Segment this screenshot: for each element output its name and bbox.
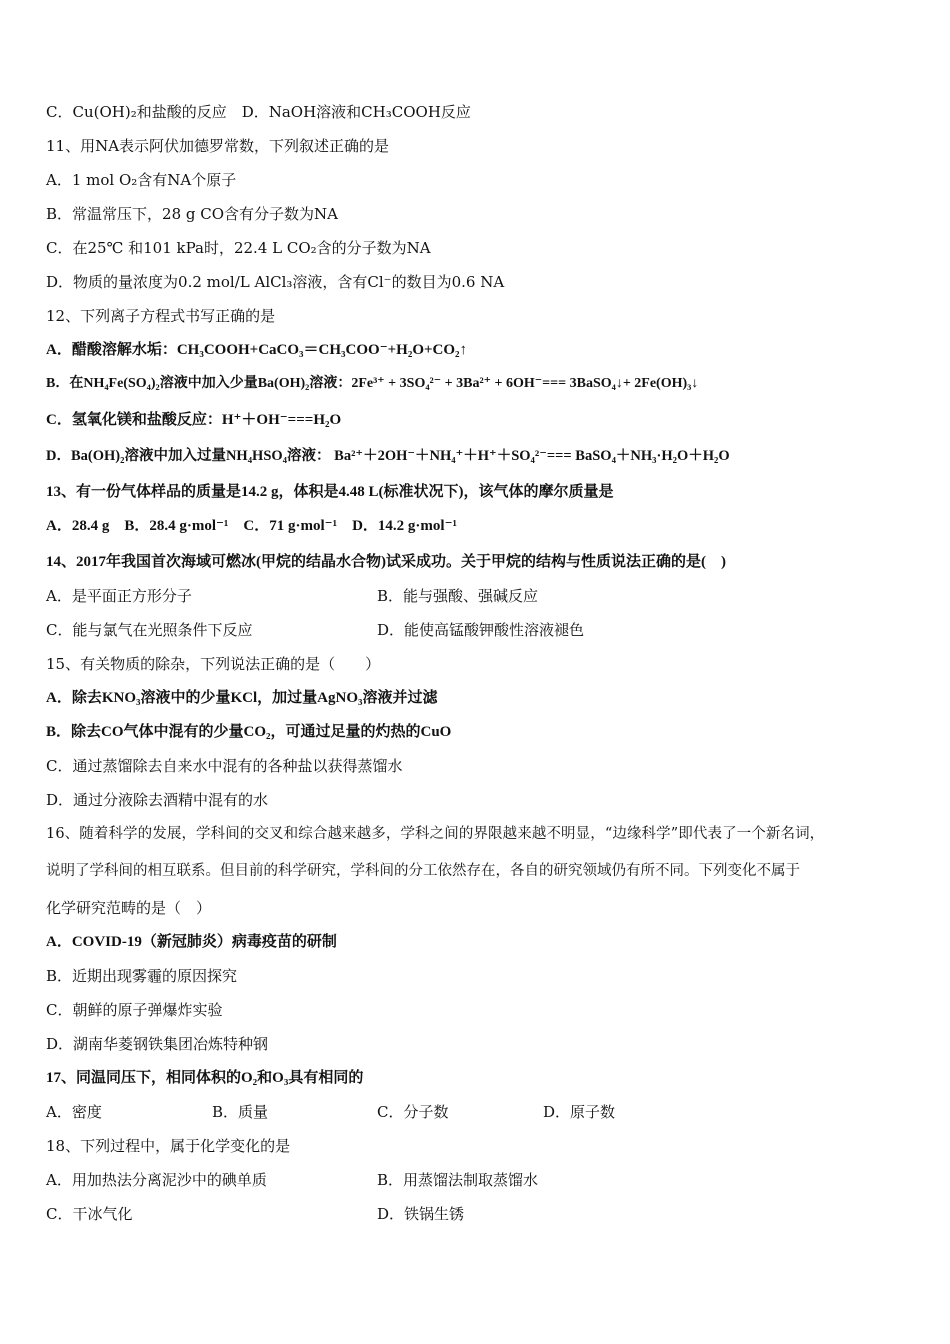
q14-option-c: C．能与氯气在光照条件下反应 <box>46 621 253 639</box>
q16-option-d: D．湖南华菱钢铁集团冶炼特种钢 <box>46 1035 269 1053</box>
q15-option-a: A．除去KNO₃溶液中的少量KCl，加过量AgNO₃溶液并过滤 <box>46 690 438 706</box>
q13-options: A．28.4 g B．28.4 g·mol⁻¹ C．71 g·mol⁻¹ D．14.2 g·mol⁻¹ <box>46 518 457 534</box>
q12-option-a: A．醋酸溶解水垢：CH₃COOH+CaCO₃＝CH₃COO⁻+H₂O+CO₂↑ <box>46 342 468 358</box>
q16-stem-line1: 16、随着科学的发展，学科间的交叉和综合越来越多，学科之间的界限越来越不明显，“边缘科学”即代表了一个新名词， <box>46 826 825 842</box>
q18-option-c: C．干冰气化 <box>46 1205 133 1223</box>
q17-stem: 17、同温同压下，相同体积的O₂和O₃具有相同的 <box>46 1070 364 1086</box>
q15-option-c: C．通过蒸馏除去自来水中混有的各种盐以获得蒸馏水 <box>46 757 403 775</box>
q15-stem: 15、有关物质的除杂，下列说法正确的是（ ） <box>46 655 381 673</box>
q12-option-d: D．Ba(OH)₂溶液中加入过量NH₄HSO₄溶液： Ba²⁺＋2OH⁻＋NH₄⁺＋H⁺＋SO₄²⁻=== BaSO₄＋NH₃·H₂O＋H₂O <box>46 448 730 464</box>
q12-option-b: B．在NH₄Fe(SO₄)₂溶液中加入少量Ba(OH)₂溶液：2Fe³⁺ + 3SO₄²⁻ + 3Ba²⁺ + 6OH⁻=== 3BaSO₄↓+ 2Fe(OH)₃↓ <box>46 376 699 391</box>
q17-option-b: B．质量 <box>212 1103 269 1121</box>
q14-option-d: D．能使高锰酸钾酸性溶液褪色 <box>377 621 585 639</box>
q11-option-b: B．常温常压下，28 g CO含有分子数为NA <box>46 205 338 223</box>
q16-option-a: A．COVID-19（新冠肺炎）病毒疫苗的研制 <box>46 934 337 950</box>
q14-stem: 14、2017年我国首次海域可燃冰(甲烷的结晶水合物)试采成功。关于甲烷的结构与性质说法正确的是( ) <box>46 554 726 570</box>
q12-stem: 12、下列离子方程式书写正确的是 <box>46 307 276 325</box>
q18-option-d: D．铁锅生锈 <box>377 1205 465 1223</box>
q15-option-d: D．通过分液除去酒精中混有的水 <box>46 791 269 809</box>
q10-options-cd: C．Cu(OH)₂和盐酸的反应 D．NaOH溶液和CH₃COOH反应 <box>46 103 471 121</box>
q17-option-a: A．密度 <box>46 1103 102 1121</box>
q14-option-a: A．是平面正方形分子 <box>46 587 192 605</box>
q16-option-b: B．近期出现雾霾的原因探究 <box>46 967 238 985</box>
q18-option-b: B．用蒸馏法制取蒸馏水 <box>377 1171 539 1189</box>
q13-stem: 13、有一份气体样品的质量是14.2 g，体积是4.48 L(标准状况下)，该气体的摩尔质量是 <box>46 484 614 500</box>
q11-option-c: C．在25℃ 和101 kPa时，22.4 L CO₂含的分子数为NA <box>46 239 431 257</box>
q15-option-b: B．除去CO气体中混有的少量CO₂，可通过足量的灼热的CuO <box>46 724 452 740</box>
q11-option-a: A．1 mol O₂含有NA个原子 <box>46 171 237 189</box>
q16-stem-line2: 说明了学科间的相互联系。但目前的科学研究，学科间的分工依然存在，各自的研究领域仍有所不同。下列变化不属于 <box>46 863 800 879</box>
q18-stem: 18、下列过程中，属于化学变化的是 <box>46 1137 291 1155</box>
q16-stem-line3: 化学研究范畴的是（ ） <box>46 899 212 917</box>
q14-option-b: B．能与强酸、强碱反应 <box>377 587 539 605</box>
q11-option-d: D．物质的量浓度为0.2 mol/L AlCl₃溶液，含有Cl⁻的数目为0.6 NA <box>46 273 505 291</box>
q18-option-a: A．用加热法分离泥沙中的碘单质 <box>46 1171 267 1189</box>
q11-stem: 11、用NA表示阿伏加德罗常数，下列叙述正确的是 <box>46 137 390 155</box>
q17-option-d: D．原子数 <box>543 1103 616 1121</box>
q16-option-c: C．朝鲜的原子弹爆炸实验 <box>46 1001 223 1019</box>
q17-option-c: C．分子数 <box>377 1103 449 1121</box>
q12-option-c: C．氢氧化镁和盐酸反应：H⁺＋OH⁻===H₂O <box>46 412 342 428</box>
